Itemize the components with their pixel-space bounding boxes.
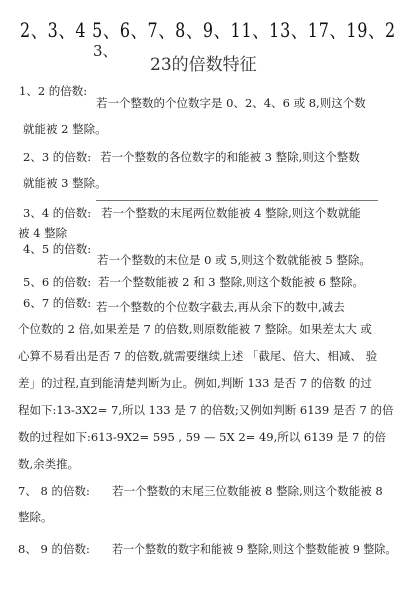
number-list-title: 2、3、4 5、6、7、8、9、11、13、17、19、2: [20, 18, 396, 42]
rule-6-text-line-6: 数的过程如下:613-9X2= 595 , 59 — 5X 2= 49,所以 6139 是 7 的倍: [18, 430, 386, 444]
number-list-title-continued: 3、: [93, 42, 118, 60]
rule-1-label: 1、2 的倍数:: [19, 84, 88, 98]
section-heading-partial: [150, 55, 300, 76]
rule-3-text: 若一个整数的末尾两位数能被 4 整除,则这个数就能: [101, 206, 361, 220]
rule-6-text-line-4: 差」的过程,直到能清楚判断为止。例如,判断 133 是否 7 的倍数 的过: [18, 376, 372, 390]
rule-4-label: 4、5 的倍数:: [23, 242, 92, 256]
rule-2-text-cont: 就能被 3 整除。: [23, 176, 107, 190]
rule-6-text: 若一个整数的个位数字截去,再从余下的数中,减去: [96, 300, 345, 314]
rule-7-text: 若一个整数的末尾三位数能被 8 整除,则这个数能被 8: [112, 484, 383, 498]
rule-5-text: 若一个整数能被 2 和 3 整除,则这个数能被 6 整除。: [98, 275, 365, 289]
rule-3-text-cont: 被 4 整除: [18, 226, 68, 240]
rule-1-text: 若一个整数的个位数字是 0、2、4、6 或 8,则这个数: [96, 96, 366, 110]
rule-6-text-line-2: 个位数的 2 倍,如果差是 7 的倍数,则原数能被 7 整除。如果差太大 或: [18, 322, 372, 336]
rule-2-label: 2、3 的倍数:: [23, 150, 92, 164]
rule-7-label: 7、 8 的倍数:: [18, 484, 90, 498]
rule-6-text-line-7: 数,余类推。: [18, 457, 80, 471]
rule-8-text: 若一个整数的数字和能被 9 整除,则这个整数能被 9 整除。: [112, 542, 397, 556]
rule-1-text-cont: 就能被 2 整除。: [23, 122, 107, 136]
rule-2-text: 若一个整数的各位数字的和能被 3 整除,则这个整数: [100, 150, 360, 164]
rule-3-label: 3、4 的倍数:: [23, 206, 92, 220]
section-heading-text: 23的倍数特征: [150, 55, 257, 75]
rule-5-label: 5、6 的倍数:: [23, 275, 92, 289]
divider-line: [96, 200, 378, 201]
rule-4-text: 若一个整数的末位是 0 或 5,则这个数就能被 5 整除。: [97, 253, 371, 267]
rule-8-label: 8、 9 的倍数:: [18, 542, 90, 556]
rule-7-text-cont: 整除。: [18, 510, 53, 524]
rule-6-text-line-3: 心算不易看出是否 7 的倍数,就需要继续上述 「截尾、倍大、相减、 验: [18, 349, 378, 363]
rule-6-label: 6、7 的倍数:: [23, 296, 92, 310]
rule-6-text-line-5: 程如下:13-3X2= 7,所以 133 是 7 的倍数;又例如判断 6139 是否 7 的倍: [18, 403, 394, 417]
